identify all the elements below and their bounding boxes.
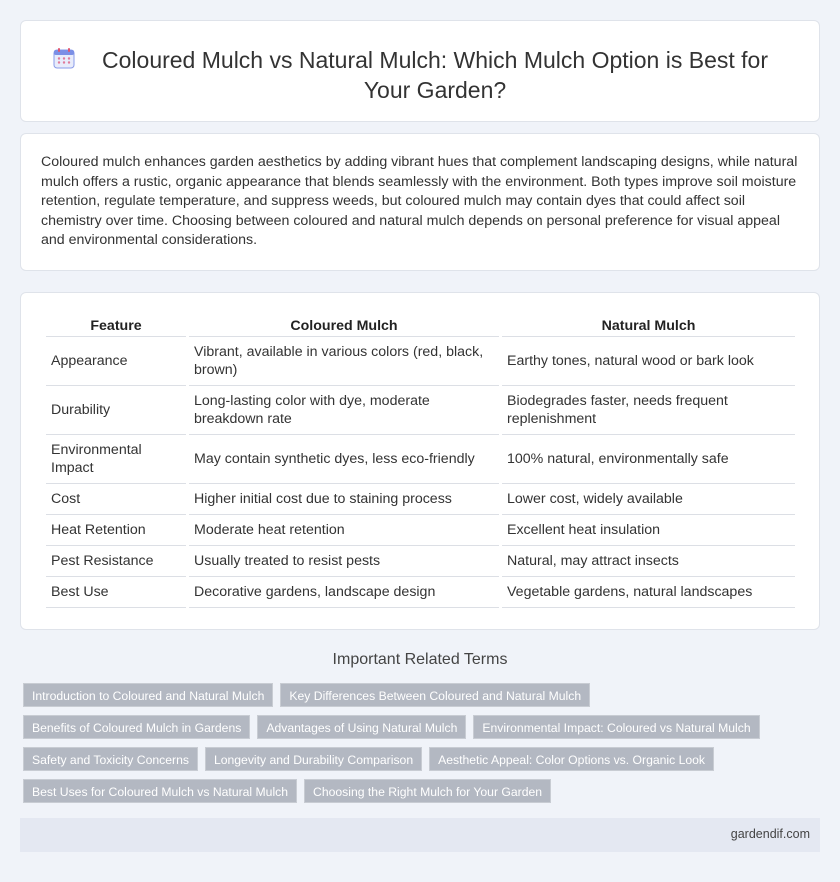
cell-coloured: Higher initial cost due to staining process: [189, 484, 499, 515]
table-row: [46, 515, 795, 546]
related-term-link[interactable]: Longevity and Durability Comparison: [205, 747, 422, 771]
cell-coloured: May contain synthetic dyes, less eco-friendly: [189, 435, 499, 484]
cell-feature: Environmental Impact: [46, 435, 186, 484]
table-row: [46, 577, 795, 608]
table-row: [46, 435, 795, 484]
table-row: [46, 337, 795, 386]
related-terms-title: Important Related Terms: [332, 651, 508, 668]
related-term-link[interactable]: Key Differences Between Coloured and Natural Mulch: [280, 683, 590, 707]
cell-feature: Cost: [46, 484, 186, 515]
cell-natural: Excellent heat insulation: [502, 515, 795, 546]
comparison-table-card: [20, 292, 820, 630]
related-term-link[interactable]: Introduction to Coloured and Natural Mulch: [23, 683, 273, 707]
related-term-link[interactable]: Advantages of Using Natural Mulch: [257, 715, 466, 739]
cell-natural: Vegetable gardens, natural landscapes: [502, 577, 795, 608]
header-coloured-mulch: Coloured Mulch: [189, 315, 499, 337]
related-term-link[interactable]: Environmental Impact: Coloured vs Natural Mulch: [473, 715, 759, 739]
cell-feature: Best Use: [46, 577, 186, 608]
cell-coloured: Moderate heat retention: [189, 515, 499, 546]
cell-coloured: Decorative gardens, landscape design: [189, 577, 499, 608]
footer: [20, 818, 820, 852]
header-feature: Feature: [46, 315, 186, 337]
table-row: [46, 386, 795, 435]
cell-natural: Earthy tones, natural wood or bark look: [502, 337, 795, 386]
cell-coloured: Usually treated to resist pests: [189, 546, 499, 577]
related-term-link[interactable]: Choosing the Right Mulch for Your Garden: [304, 779, 551, 803]
header-natural-mulch: Natural Mulch: [502, 315, 795, 337]
cell-feature: Durability: [46, 386, 186, 435]
table-header-row: [46, 315, 795, 337]
table-row: [46, 546, 795, 577]
intro-card: [20, 133, 820, 271]
cell-natural: Lower cost, widely available: [502, 484, 795, 515]
footer-site-name: gardendif.com: [730, 827, 810, 841]
cell-feature: Appearance: [46, 337, 186, 386]
title-card: [20, 20, 820, 122]
related-term-link[interactable]: Aesthetic Appeal: Color Options vs. Organic Look: [429, 747, 714, 771]
related-terms-list: [23, 683, 813, 803]
related-term-link[interactable]: Safety and Toxicity Concerns: [23, 747, 198, 771]
cell-coloured: Long-lasting color with dye, moderate breakdown rate: [189, 386, 499, 435]
cell-feature: Pest Resistance: [46, 546, 186, 577]
page-title: Coloured Mulch vs Natural Mulch: Which Mulch Option is Best for Your Garden?: [102, 47, 768, 103]
table-row: [46, 484, 795, 515]
cell-feature: Heat Retention: [46, 515, 186, 546]
cell-natural: 100% natural, environmentally safe: [502, 435, 795, 484]
related-term-link[interactable]: Benefits of Coloured Mulch in Gardens: [23, 715, 250, 739]
comparison-table: [43, 315, 798, 608]
intro-paragraph: Coloured mulch enhances garden aesthetics by adding vibrant hues that complement landscaping designs, while natural mulch offers a rustic, organic appearance that blends seamlessly with the environment. Both types improve soil moisture retention, regulate temperature, and suppress weeds, but coloured mulch may contain dyes that could affect soil chemistry over time. Choosing between coloured and natural mulch depends on personal preference for visual appeal and environmental considerations.: [41, 154, 798, 249]
cell-natural: Natural, may attract insects: [502, 546, 795, 577]
cell-coloured: Vibrant, available in various colors (red, black, brown): [189, 337, 499, 386]
cell-natural: Biodegrades faster, needs frequent replenishment: [502, 386, 795, 435]
related-term-link[interactable]: Best Uses for Coloured Mulch vs Natural Mulch: [23, 779, 297, 803]
